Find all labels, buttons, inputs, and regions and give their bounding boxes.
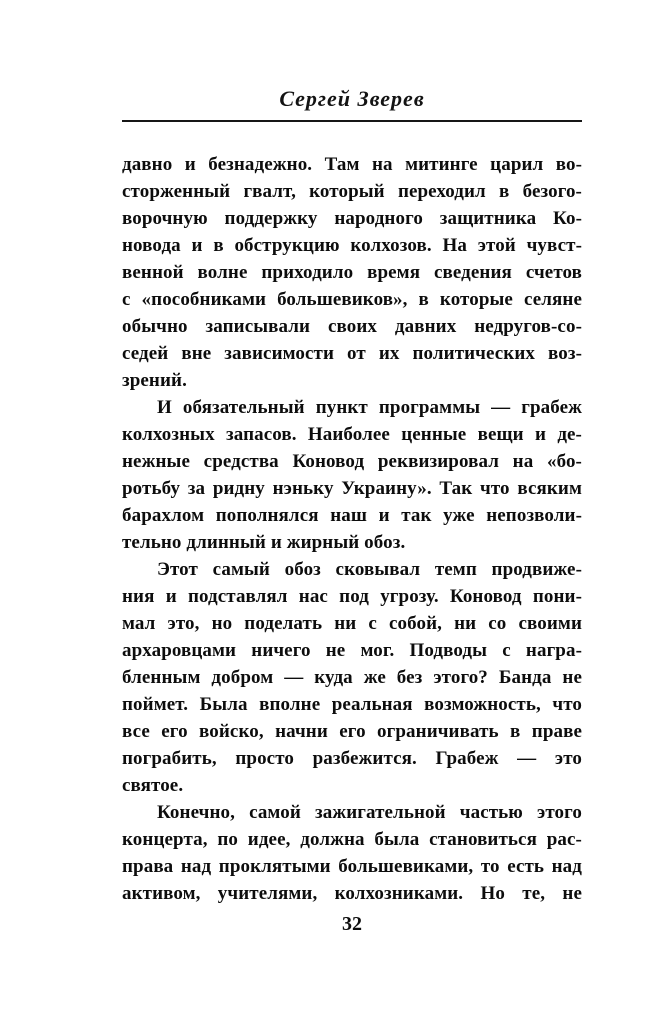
text-line: седей вне зависимости от их политических воз- xyxy=(122,343,582,364)
text-line: концерта, по идее, должна была становиться рас- xyxy=(122,829,582,850)
text-line: И обязательный пункт программы — грабеж xyxy=(157,397,582,418)
text-line: новода и в обструкцию колхозов. На этой чувст- xyxy=(122,235,582,256)
text-line: барахлом пополнялся наш и так уже непозволи- xyxy=(122,505,582,526)
text-line: Конечно, самой зажигательной частью этого xyxy=(157,802,582,823)
header-rule xyxy=(122,120,582,122)
text-line: ния и подставлял нас под угрозу. Коновод пони- xyxy=(122,586,582,607)
text-line: архаровцами ничего не мог. Подводы с награ- xyxy=(122,640,582,661)
text-line: все его войско, начни его ограничивать в праве xyxy=(122,721,582,742)
text-line: святое. xyxy=(122,775,184,796)
text-line: Этот самый обоз сковывал темп продвиже- xyxy=(157,559,582,580)
text-line: мал это, но поделать ни с собой, ни со своими xyxy=(122,613,582,634)
text-line: с «пособниками большевиков», в которые селяне xyxy=(122,289,582,310)
paragraph xyxy=(122,556,582,799)
text-column xyxy=(122,86,582,935)
text-line: активом, учителями, колхозниками. Но те, не xyxy=(122,883,582,904)
text-line: тельно длинный и жирный обоз. xyxy=(122,532,406,553)
text-line: зрений. xyxy=(122,370,187,391)
running-header-author: Сергей Зверев xyxy=(279,86,425,111)
text-line: венной волне приходило время сведения счетов xyxy=(122,262,582,283)
text-line: колхозных запасов. Наиболее ценные вещи и де- xyxy=(122,424,582,445)
text-line: ротьбу за ридну нэньку Украину». Так что всяким xyxy=(122,478,582,499)
body-text xyxy=(122,151,582,907)
paragraph xyxy=(122,799,582,907)
paragraph xyxy=(122,394,582,556)
text-line: давно и безнадежно. Там на митинге царил во- xyxy=(122,154,582,175)
text-line: нежные средства Коновод реквизировал на «бо- xyxy=(122,451,582,472)
text-line: права над проклятыми большевиками, то есть над xyxy=(122,856,582,877)
page-number: 32 xyxy=(342,913,362,935)
text-line: поймет. Была вполне реальная возможность, что xyxy=(122,694,582,715)
paragraph xyxy=(122,151,582,394)
text-line: обычно записывали своих давних недругов-со- xyxy=(122,316,582,337)
text-line: бленным добром — куда же без этого? Банда не xyxy=(122,667,582,688)
text-line: пограбить, просто разбежится. Грабеж — это xyxy=(122,748,582,769)
running-header xyxy=(122,86,582,122)
text-line: сторженный гвалт, который переходил в безого- xyxy=(122,181,582,202)
text-line: ворочную поддержку народного защитника Ко- xyxy=(122,208,582,229)
